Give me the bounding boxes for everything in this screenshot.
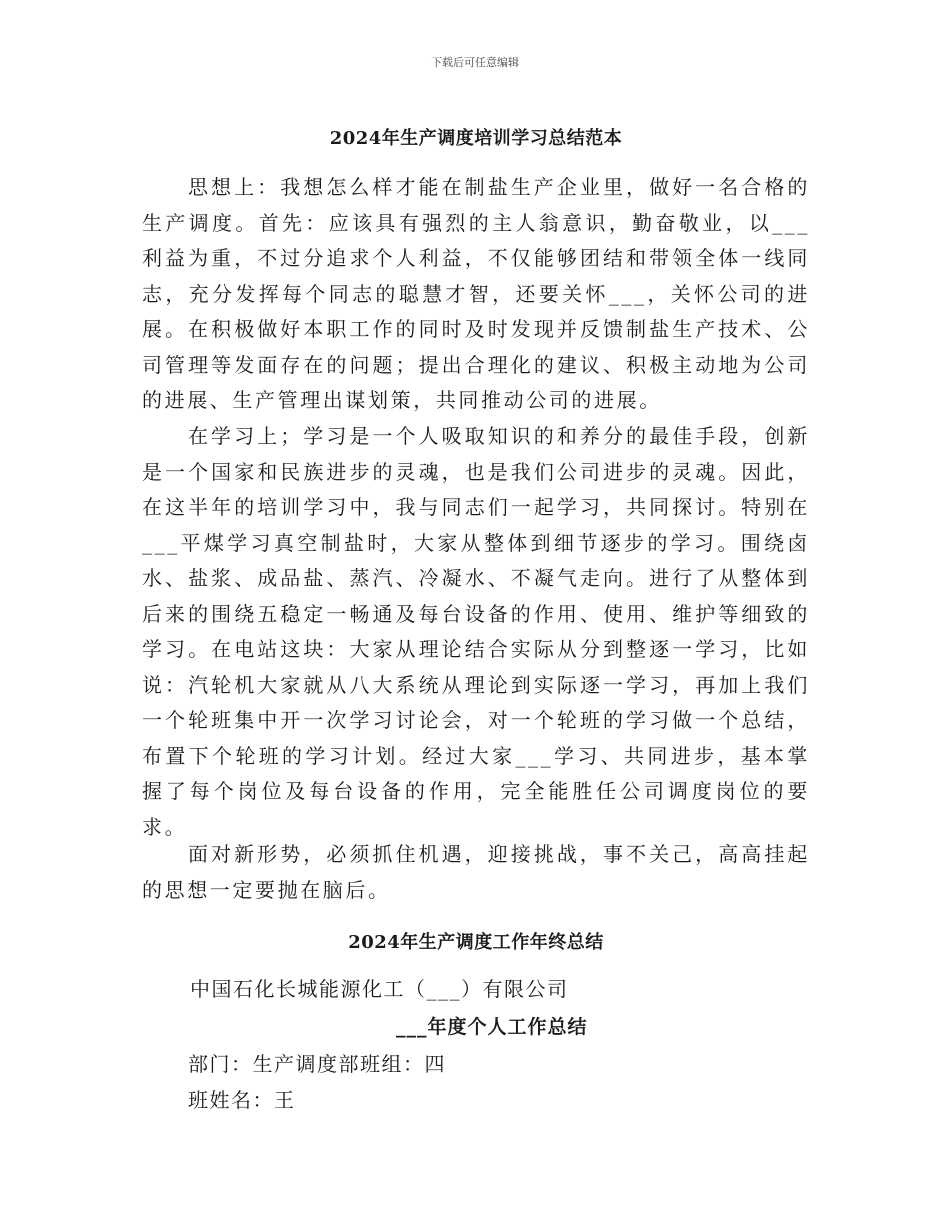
paragraph-thought: 思想上：我想怎么样才能在制盐生产企业里，做好一名合格的生产调度。首先：应该具有强烈的主人翁意识，勤奋敬业，以___利益为重，不过分追求个人利益，不仅能够团结和带领全体一线同志，充分发挥每个同志的聪慧才智，还要关怀___，关怀公司的进展。在积极做好本职工作的同时及时发现并反馈制盐生产技术、公司管理等发面存在的问题；提出合理化的建议、积极主动地为公司的进展、生产管理出谋划策，共同推动公司的进展。 [142,175,810,412]
header-note: 下载后可任意编辑 [431,56,519,69]
second-document-title: 2024年生产调度工作年终总结 [348,932,604,953]
department-line: 部门：生产调度部班组：四 [188,1052,446,1076]
paragraph-study: 在学习上；学习是一个人吸取知识的和养分的最佳手段，创新是一个国家和民族进步的灵魂，也是我们公司进步的灵魂。因此，在这半年的培训学习中，我与同志们一起学习，共同探讨。特别在___平煤学习真空制盐时，大家从整体到细节逐步的学习。围绕卤水、盐浆、成品盐、蒸汽、冷凝水、不凝气走向。进行了从整体到后来的围绕五稳定一畅通及每台设备的作用、使用、维护等细致的学习。在电站这块：大家从理论结合实际从分到整逐一学习，比如说：汽轮机大家就从八大系统从理论到实际逐一学习，再加上我们一个轮班集中开一次学习讨论会，对一个轮班的学习做一个总结，布置下个轮班的学习计划。经过大家___学习、共同进步，基本掌握了每个岗位及每台设备的作用，完全能胜任公司调度岗位的要求。 [142,424,810,839]
paragraph-conclusion: 面对新形势，必须抓住机遇，迎接挑战，事不关己，高高挂起的思想一定要抛在脑后。 [142,842,810,902]
document-title: 2024年生产调度培训学习总结范本 [329,128,623,149]
annual-summary-subtitle: ___年度个人工作总结 [396,1016,588,1038]
company-name: 中国石化长城能源化工（___）有限公司 [190,977,569,1001]
name-line: 班姓名：王 [188,1088,296,1112]
